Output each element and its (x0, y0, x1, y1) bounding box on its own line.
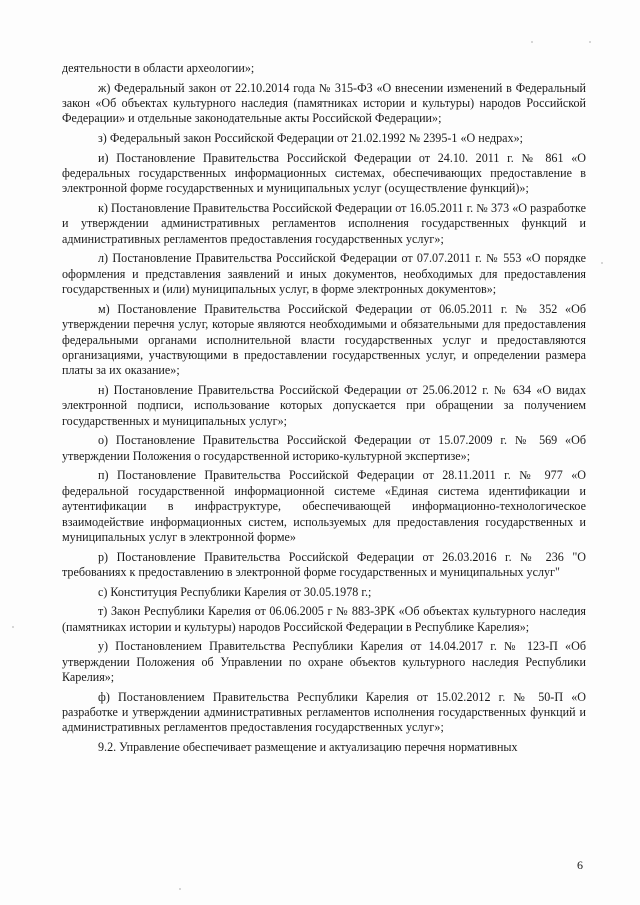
scan-speck (601, 262, 603, 264)
paragraph: и) Постановление Правительства Российской Федерации от 24.10. 2011 г. № 861 «О федеральных государственных информационных системах, обеспечивающих предоставление в электронной форме государственных и муниципальных услуг (осуществление функций)»; (62, 150, 586, 196)
paragraph: к) Постановление Правительства Российской Федерации от 16.05.2011 г. № 373 «О разработке и утверждении административных регламентов исполнения государственных функций и административных регламентов предоставления государственных услуг»; (62, 201, 586, 246)
paragraph: п) Постановление Правительства Российской Федерации от 28.11.2011 г. № 977 «О федеральной государственной информационной системе «Единая система идентификации и аутентификации в инфраструктуре, обеспечивающей информационно-технологическое взаимодействие информационных систем, используемых для предоставления государственных и муниципальных услуг в электронной форме» (62, 468, 586, 545)
paragraph: деятельности в области археологии»; (62, 61, 255, 75)
scan-speck (179, 888, 181, 890)
paragraph: м) Постановление Правительства Российской Федерации от 06.05.2011 г. № 352 «Об утверждении перечня услуг, которые являются необходимыми и обязательными для предоставления федеральными органами исполнительной власти государственных услуг и предоставляются организациями, участвующими в предоставлении государственных услуг, и определении размера платы за их оказание»; (62, 301, 586, 378)
paragraph: 9.2. Управление обеспечивает размещение и актуализацию перечня нормативных (98, 740, 518, 755)
paragraph: з) Федеральный закон Российской Федерации от 21.02.1992 № 2395-1 «О недрах»; (98, 131, 523, 145)
paragraph: у) Постановлением Правительства Республики Карелия от 14.04.2017 г. № 123-П «Об утверждении Положения об Управлении по охране объектов культурного наследия Республики Карелия»; (62, 639, 586, 685)
page-number: 6 (577, 858, 583, 872)
paragraph: р) Постановление Правительства Российской Федерации от 26.03.2016 г. № 236 "О требованиях к предоставлению в электронной форме государственных и муниципальных услуг" (62, 549, 586, 580)
paragraph: о) Постановление Правительства Российской Федерации от 15.07.2009 г. № 569 «Об утверждении Положения о государственной историко-культурной экспертизе»; (62, 433, 586, 463)
scan-speck (531, 41, 533, 43)
document-body (62, 61, 586, 760)
paragraph: н) Постановление Правительства Российской Федерации от 25.06.2012 г. № 634 «О видах электронной подписи, использование которых допускается при обращении за получением государственных и муниципальных услуг»; (62, 383, 586, 428)
paragraph: л) Постановление Правительства Российской Федерации от 07.07.2011 г. № 553 «О порядке оформления и представления заявлений и иных документов, необходимых для предоставления государственных и (или) муниципальных услуг, в форме электронных документов»; (62, 251, 586, 297)
paragraph: с) Конституция Республики Карелия от 30.05.1978 г.; (98, 584, 372, 599)
paragraph: т) Закон Республики Карелия от 06.06.2005 г № 883-ЗРК «Об объектах культурного наследия (памятниках истории и культуры) народов Российской Федерации в Республике Карелия»; (62, 604, 586, 634)
scan-speck (12, 626, 14, 628)
paragraph: ж) Федеральный закон от 22.10.2014 года № 315-ФЗ «О внесении изменений в Федеральный закон «Об объектах культурного наследия (памятниках истории и культуры) народов Российской Федерации» и отдельные законодательные акты Российской Федерации»; (62, 80, 586, 126)
scan-speck (589, 41, 591, 43)
paragraph: ф) Постановлением Правительства Республики Карелия от 15.02.2012 г. № 50-П «О разработке и утверждении административных регламентов исполнения государственных функций и административных регламентов предоставления государственных услуг»; (62, 689, 586, 735)
